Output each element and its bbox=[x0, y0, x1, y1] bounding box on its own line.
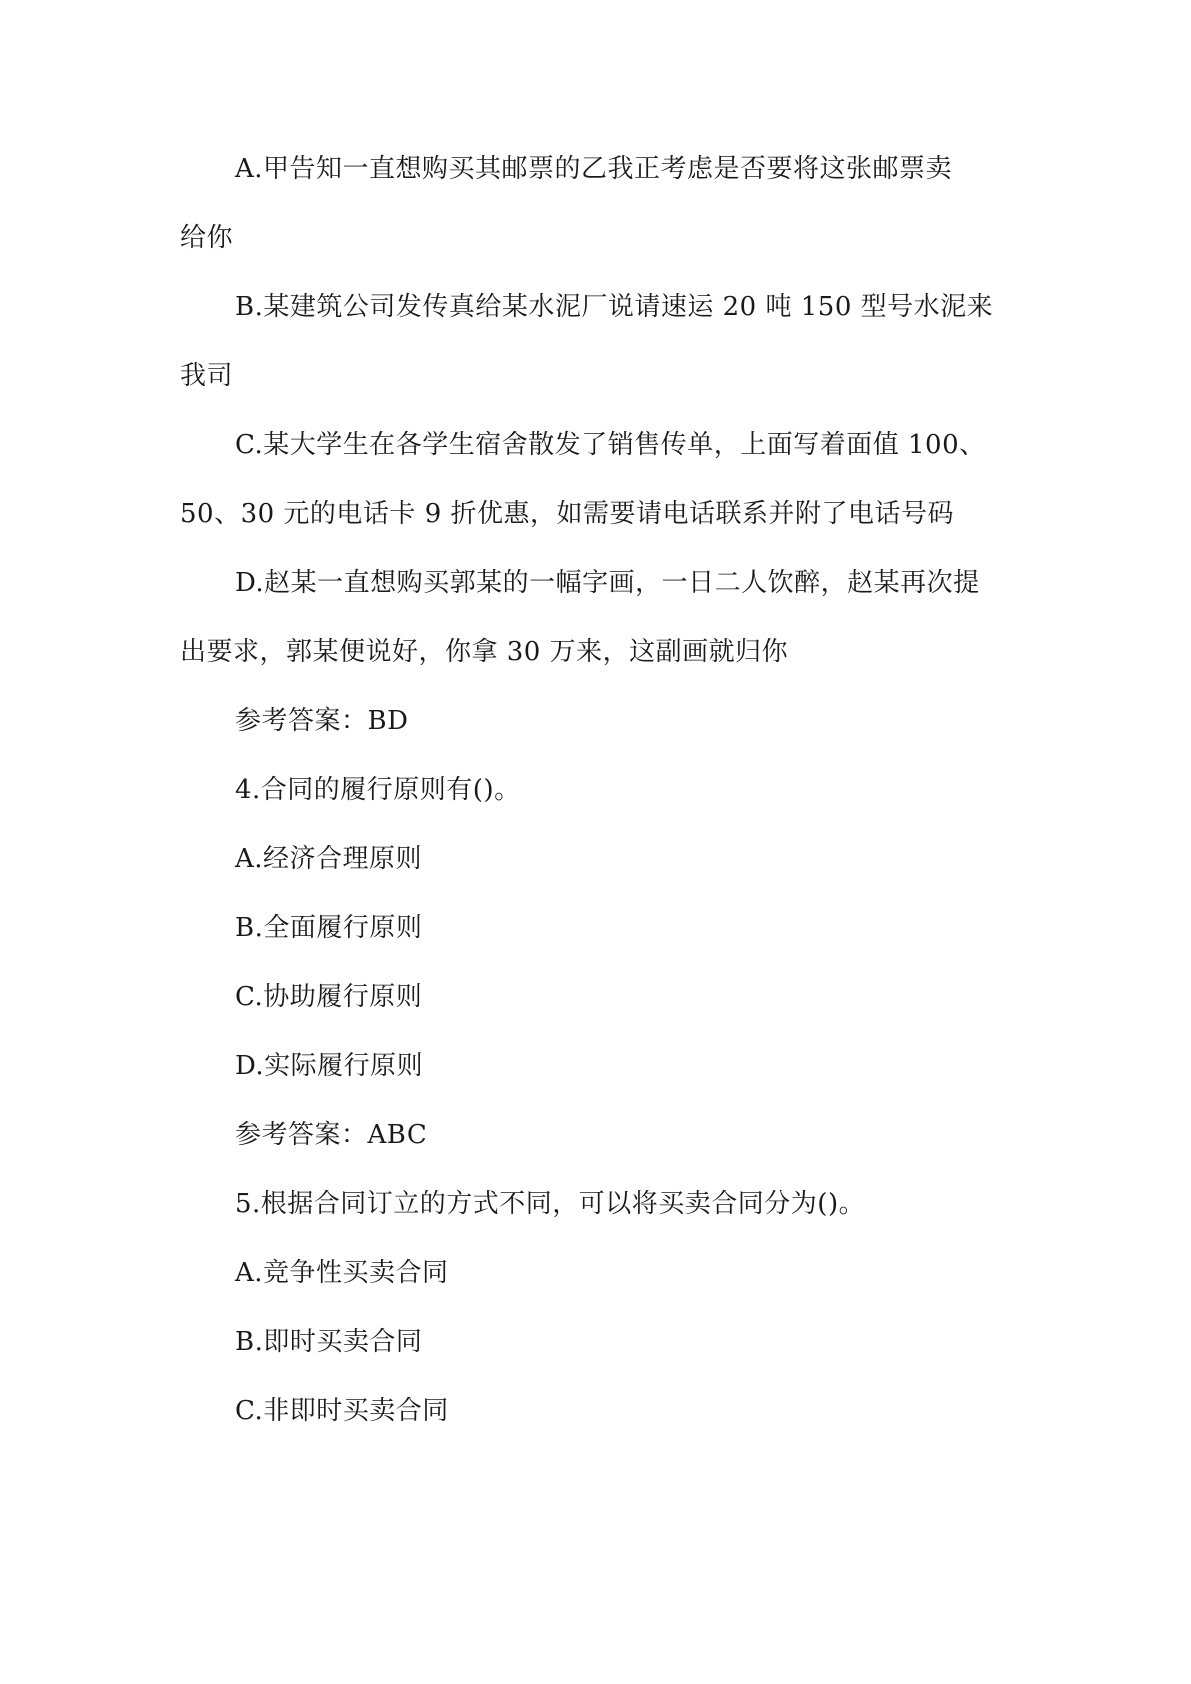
q3-option-a-line1: A.甲告知一直想购买其邮票的乙我正考虑是否要将这张邮票卖 bbox=[235, 154, 953, 184]
q3-option-b-line1: B.某建筑公司发传真给某水泥厂说请速运 20 吨 150 型号水泥来 bbox=[235, 292, 994, 322]
q5-option-c-text: C.非即时买卖合同 bbox=[235, 1396, 449, 1426]
q4-option-c bbox=[180, 963, 1010, 1032]
q4-option-b-text: B.全面履行原则 bbox=[235, 913, 423, 943]
q5-question bbox=[180, 1170, 1010, 1239]
q3-option-b-line2: 我司 bbox=[180, 361, 234, 391]
q4-option-c-text: C.协助履行原则 bbox=[235, 982, 423, 1012]
q3-option-a-line2: 给你 bbox=[180, 223, 234, 253]
q4-option-d-text: D.实际履行原则 bbox=[235, 1051, 424, 1081]
q5-option-c bbox=[180, 1377, 1010, 1446]
q3-option-d bbox=[180, 549, 1010, 687]
q4-answer bbox=[180, 1101, 1010, 1170]
q4-option-b bbox=[180, 894, 1010, 963]
q4-question-text: 4.合同的履行原则有()。 bbox=[235, 775, 521, 805]
q5-option-a-text: A.竞争性买卖合同 bbox=[235, 1258, 449, 1288]
q4-option-a bbox=[180, 825, 1010, 894]
q3-option-a bbox=[180, 135, 1010, 273]
q5-question-text: 5.根据合同订立的方式不同，可以将买卖合同分为()。 bbox=[235, 1189, 866, 1219]
q4-option-a-text: A.经济合理原则 bbox=[235, 844, 423, 874]
q3-option-b bbox=[180, 273, 1010, 411]
q3-answer bbox=[180, 687, 1010, 756]
q5-option-a bbox=[180, 1239, 1010, 1308]
q5-option-b-text: B.即时买卖合同 bbox=[235, 1327, 423, 1357]
q4-option-d bbox=[180, 1032, 1010, 1101]
q4-answer-text: 参考答案：ABC bbox=[235, 1120, 428, 1150]
q3-option-c bbox=[180, 411, 1010, 549]
q4-question bbox=[180, 756, 1010, 825]
q3-option-d-line1: D.赵某一直想购买郭某的一幅字画，一日二人饮醉，赵某再次提 bbox=[235, 568, 980, 598]
q3-option-c-line1: C.某大学生在各学生宿舍散发了销售传单，上面写着面值 100、 bbox=[235, 430, 986, 460]
q3-option-d-line2: 出要求，郭某便说好，你拿 30 万来，这副画就归你 bbox=[180, 637, 789, 667]
q3-answer-text: 参考答案：BD bbox=[235, 706, 409, 736]
q3-option-c-line2: 50、30 元的电话卡 9 折优惠，如需要请电话联系并附了电话号码 bbox=[180, 499, 955, 529]
q5-option-b bbox=[180, 1308, 1010, 1377]
